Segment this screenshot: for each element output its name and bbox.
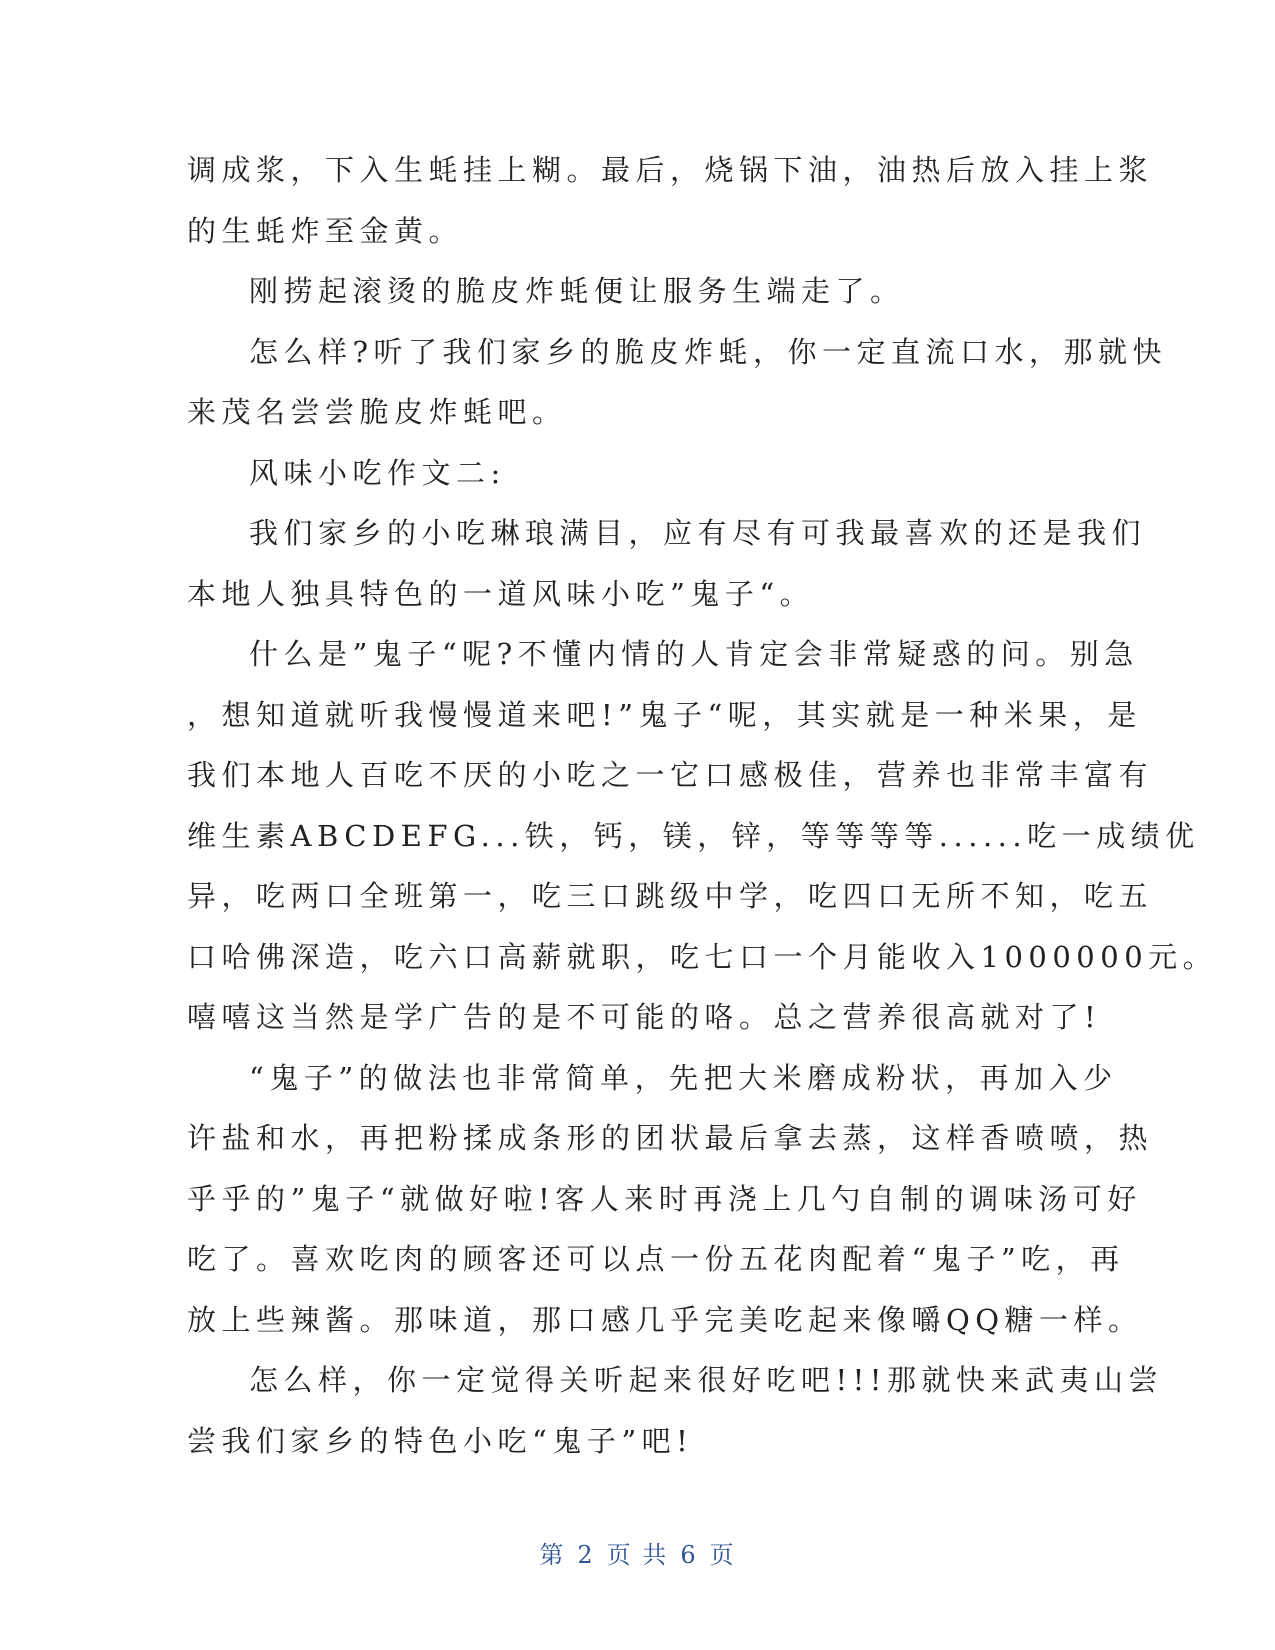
text-line-15: 嘻嘻这当然是学广告的是不可能的咯。总之营养很高就对了! <box>187 1000 1102 1034</box>
text-line-13: 异，吃两口全班第一，吃三口跳级中学，吃四口无所不知，吃五 <box>187 879 1154 913</box>
text-line-16: “鬼子”的做法也非常简单，先把大米磨成粉状，再加入少 <box>249 1060 1118 1095</box>
footer-current-page: 2 <box>577 1541 595 1569</box>
text-line-10: ，想知道就听我慢慢道来吧!”鬼子“呢，其实就是一种米果，是 <box>187 697 1142 732</box>
text-line-17: 许盐和水，再把粉揉成条形的团状最后拿去蒸，这样香喷喷，热 <box>187 1121 1154 1155</box>
footer-total-pages: 6 <box>680 1541 698 1569</box>
footer-middle: 页 共 <box>606 1541 669 1569</box>
text-line-7: 我们家乡的小吃琳琅满目，应有尽有可我最喜欢的还是我们 <box>249 516 1147 550</box>
footer-suffix: 页 <box>709 1541 736 1569</box>
text-line-3: 刚捞起滚烫的脆皮炸蚝便让服务生端走了。 <box>249 274 905 308</box>
page-footer <box>0 1535 1275 1570</box>
text-line-2: 的生蚝炸至金黄。 <box>187 213 464 248</box>
text-line-5: 来茂名尝尝脆皮炸蚝吧。 <box>187 395 567 429</box>
text-line-19: 吃了。喜欢吃肉的顾客还可以点一份五花肉配着“鬼子”吃，再 <box>187 1242 1125 1276</box>
footer-prefix: 第 <box>539 1541 566 1569</box>
text-line-9: 什么是”鬼子“呢?不懂内情的人肯定会非常疑惑的问。别急 <box>249 637 1139 671</box>
section-heading: 风味小吃作文二: <box>249 455 506 490</box>
text-line-18: 乎乎的”鬼子“就做好啦!客人来时再浇上几勺自制的调味汤可好 <box>187 1181 1142 1216</box>
text-line-12: 维生素ABCDEFG...铁，钙，镁，锌，等等等等......吃一成绩优 <box>187 818 1200 853</box>
document-body <box>187 140 1218 1471</box>
text-line-22: 尝我们家乡的特色小吃“鬼子”吧! <box>187 1423 694 1458</box>
text-line-1: 调成浆，下入生蚝挂上糊。最后，烧锅下油，油热后放入挂上浆 <box>187 153 1154 187</box>
text-line-20: 放上些辣酱。那味道，那口感几乎完美吃起来像嚼QQ糖一样。 <box>187 1302 1143 1337</box>
text-line-14: 口哈佛深造，吃六口高薪就职，吃七口一个月能收入1000000元。 <box>187 939 1218 974</box>
text-line-11: 我们本地人百吃不厌的小吃之一它口感极佳，营养也非常丰富有 <box>187 758 1154 792</box>
text-line-21: 怎么样，你一定觉得关听起来很好吃吧!!!那就快来武夷山尝 <box>249 1363 1163 1397</box>
text-line-8: 本地人独具特色的一道风味小吃”鬼子“。 <box>187 576 815 611</box>
text-line-4: 怎么样?听了我们家乡的脆皮炸蚝，你一定直流口水，那就快 <box>249 334 1168 369</box>
